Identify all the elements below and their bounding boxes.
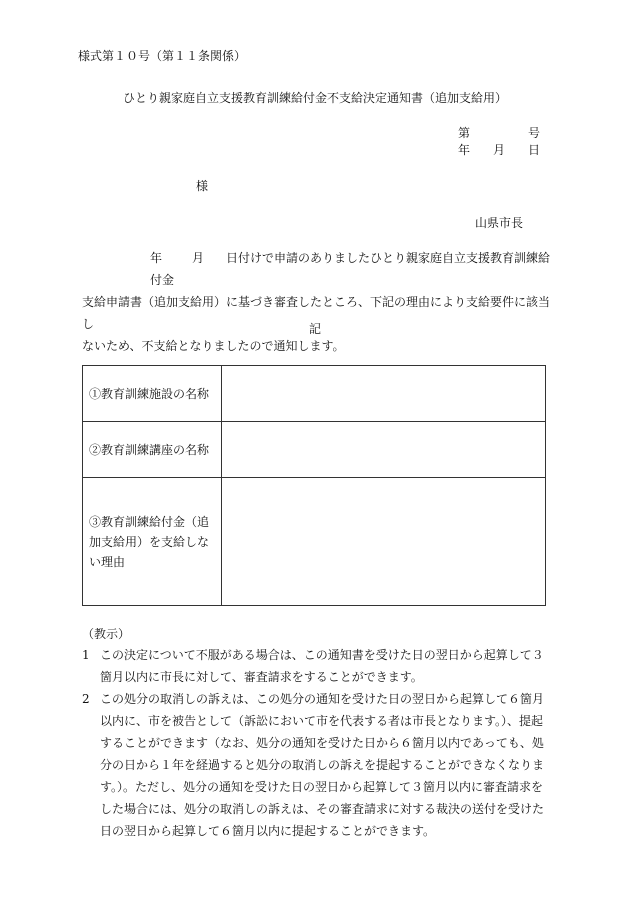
document-date-line [458,141,540,158]
table-label: ③教育訓練給付金（追加支給用）を支給しない理由 [83,478,222,606]
notice-body [82,247,552,357]
ki-heading: 記 [308,322,321,336]
note-number: 2 [82,692,90,706]
number-prefix: 第 [458,126,471,140]
document-title: ひとり親家庭自立支援教育訓練給付金不支給決定通知書（追加支給用） [122,91,507,105]
table-value-cell [222,478,546,606]
date-month: 月 [492,143,505,157]
note-item [82,644,552,688]
body-year: 年 [150,251,163,265]
addressee-honorific: 様 [196,179,209,193]
notes-heading: （教示） [82,627,131,641]
body-line-1-rest: 日付けで申請のありましたひとり親家庭自立支援教育訓練給付金 [150,251,551,287]
issuer-name: 山県市長 [475,216,524,230]
date-year: 年 [458,143,471,157]
date-day: 日 [527,143,540,157]
table-row [83,366,546,422]
body-line-3: ないため、不支給となりましたので通知します。 [82,339,345,353]
table-row [83,478,546,606]
note-text: この決定について不服がある場合は、この通知書を受けた日の翌日から起算して３箇月以内に市長に対して、審査請求をすることができます。 [100,648,544,684]
note-text: この処分の取消しの訴えは、この処分の通知を受けた日の翌日から起算して６箇月以内に、市を被告として（訴訟において市を代表する者は市長となります。）、提起することができます（なお、処分の通知を受けた日から６箇月以内であっても、処分の日から１年を経過すると処分の取消しの訴えを提起することができなくなります。）。ただし、処分の通知を受けた日の翌日から起算して３箇月以内に審査請求をした場合には、処分の取消しの訴えは、その審査請求に対する裁決の送付を受けた日の翌日から起算して６箇月以内に提起することができます。 [100,692,545,838]
document-number-line [458,124,540,141]
table-label: ②教育訓練講座の名称 [83,422,222,478]
body-line-2: 支給申請書（追加支給用）に基づき審査したところ、下記の理由により支給要件に該当し [82,295,551,331]
note-number: 1 [82,648,90,662]
note-item [82,688,552,842]
body-line-1 [82,247,552,291]
body-month: 月 [192,251,205,265]
form-number: 様式第１０号（第１１条関係） [78,49,247,63]
table-value-cell [222,366,546,422]
number-suffix: 号 [527,126,540,140]
table-row [83,422,546,478]
table-label: ①教育訓練施設の名称 [83,366,222,422]
table-value-cell [222,422,546,478]
details-table [82,365,546,606]
